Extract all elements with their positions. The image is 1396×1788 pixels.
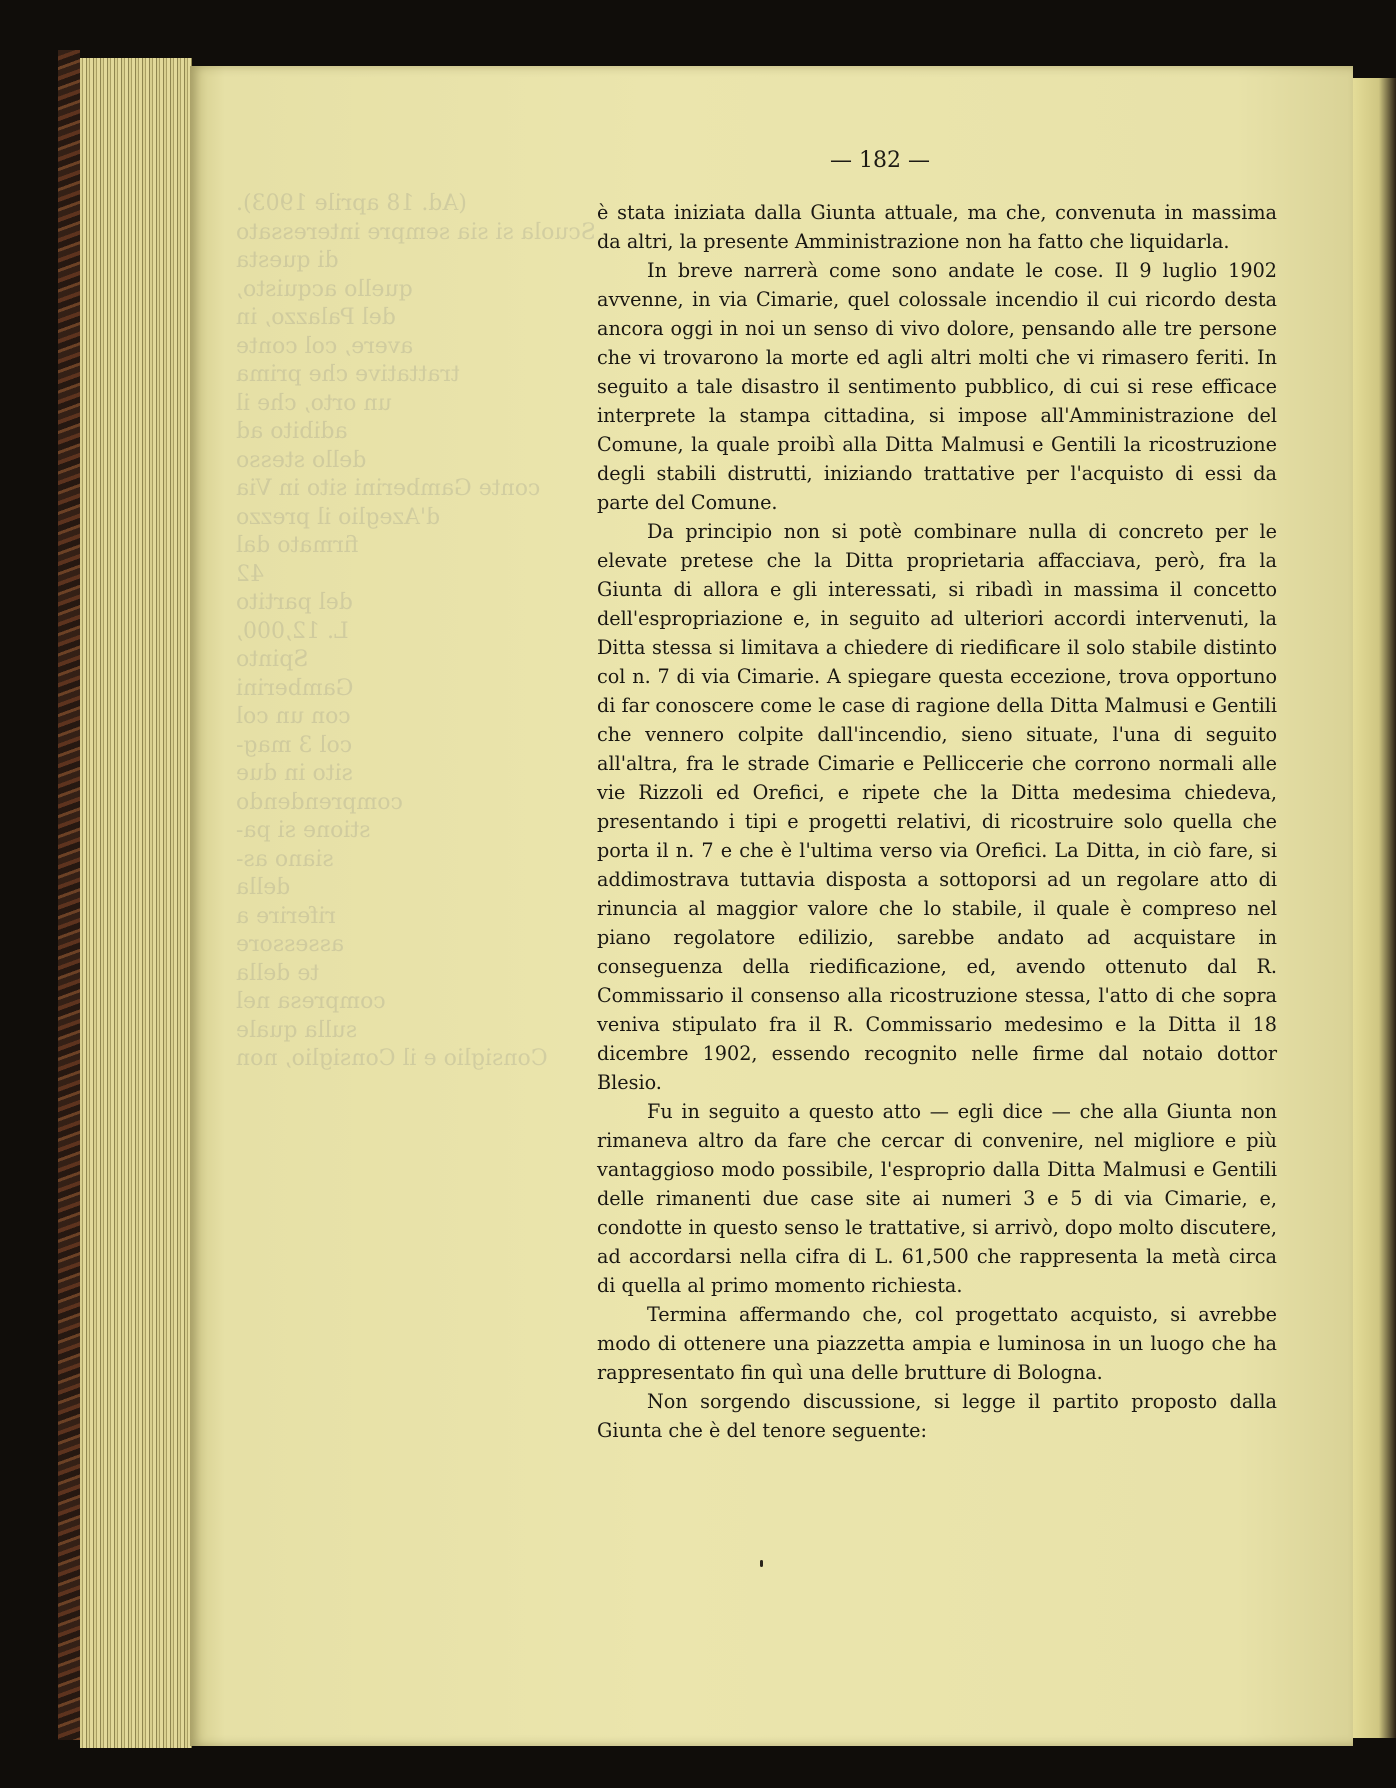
bleed-through-line: della bbox=[236, 875, 291, 900]
page-edges bbox=[80, 58, 192, 1748]
bleed-through-line: Consiglio e il Consiglio, non bbox=[236, 1046, 548, 1071]
bleed-through-line: un orto, che il bbox=[236, 390, 392, 416]
bleed-through-line: assessore bbox=[236, 932, 345, 957]
page-number: — 182 — bbox=[830, 148, 930, 173]
paragraph: Fu in seguito a questo atto — egli dice — che alla Giunta non rimaneva altro da fare che cercar di convenire, nel migliore e più vantaggioso modo possibile, l'esproprio dalla Ditta Malmusi e Gentili delle rimanenti due case site ai numeri 3 e 5 di via Cimarie, e, condotte in questo senso le trattative, si arrivò, dopo molto discutere, ad accordarsi nella cifra di L. 61,500 che rappresenta la metà circa di quella al primo momento richiesta. bbox=[597, 1100, 1277, 1297]
bleed-through-line: col 3 mag- bbox=[236, 732, 353, 758]
bleed-through-line: 42 bbox=[236, 561, 264, 587]
bleed-through-line: (Ad. 18 aprile 1903). bbox=[236, 191, 467, 216]
bleed-through-line: avere, col conte bbox=[236, 333, 414, 359]
bleed-through-line: del partito bbox=[236, 590, 353, 615]
bleed-through-line: Spinto bbox=[236, 647, 309, 672]
bleed-through-line: firmato dal bbox=[236, 533, 359, 558]
bleed-through-line: Gamberini bbox=[236, 675, 354, 701]
bleed-through-line: comprendendo bbox=[236, 789, 403, 815]
bleed-through-line: adibito ad bbox=[236, 419, 348, 444]
bleed-through-line: L. 12,000, bbox=[236, 618, 349, 644]
bleed-through-line: trattative che prima bbox=[236, 362, 460, 387]
bleed-through-line: stione si pa- bbox=[236, 818, 371, 843]
body-text bbox=[597, 198, 1277, 1445]
paragraph: Non sorgendo discussione, si legge il partito proposto dalla Giunta che è del tenore seguente: bbox=[597, 1390, 1277, 1442]
bleed-through-line: Scuola si sia sempre interessato di questa bbox=[236, 219, 596, 273]
paragraph: Da principio non si potè combinare nulla di concreto per le elevate pretese che la Ditta proprietaria affacciava, però, fra la Giunta di allora e gli interessati, si ribadì in massima il concetto dell'espropriazione e, in seguito ad ulteriori accordi intervenuti, la Ditta stessa si limitava a chiedere di riedificare il solo stabile distinto col n. 7 di via Cimarie. A spiegare questa eccezione, trova opportuno di far conoscere come le case di ragione della Ditta Malmusi e Gentili che vennero colpite dall'incendio, sieno situate, l'una di seguito all'altra, fra le strade Cimarie e Pelliccerie che corrono normali alle vie Rizzoli ed Orefici, e ripete che la Ditta medesima chiedeva, presentando i tipi e progetti relativi, di ricostruire solo quella che porta il n. 7 e che è l'ultima verso via Orefici. La Ditta, in ciò fare, si addimostrava tuttavia disposta a sottoporsi ad un regolare atto di rinuncia al maggior valore che lo stabile, il quale è compreso nel piano regolatore edilizio, sarebbe andato ad acquistare in conseguenza della riedificazione, ed, avendo ottenuto dal R. Commissario il consenso alla ricostruzione stessa, l'atto di che sopra veniva stipulato fra il R. Commissario medesimo e la Ditta il 18 dicembre 1902, essendo recognito nelle firme dal notaio dottor Blesio. bbox=[597, 520, 1277, 1094]
paragraph: In breve narrerà come sono andate le cose. Il 9 luglio 1902 avvenne, in via Cimarie, quel colossale incendio il cui ricordo desta ancora oggi in noi un senso di vivo dolore, pensando alle tre persone che vi trovarono la morte ed agli altri molti che vi rimasero feriti. In seguito a tale disastro il sentimento pubblico, di cui si rese efficace interprete la stampa cittadina, si impose all'Amministrazione del Comune, la quale proibì alla Ditta Malmusi e Gentili la ricostruzione degli stabili distrutti, iniziando trattative per l'acquisto di essi da parte del Comune. bbox=[597, 259, 1277, 514]
bleed-through-text bbox=[236, 190, 596, 1570]
bleed-through-line: sito in due bbox=[236, 761, 353, 786]
paragraph: Termina affermando che, col progettato acquisto, si avrebbe modo di ottenere una piazzetta ampia e luminosa in un luogo che ha rappresentato fin quì una delle brutture di Bologna. bbox=[597, 1303, 1277, 1384]
bleed-through-line: dello stesso bbox=[236, 447, 367, 473]
bleed-through-line: riferire a bbox=[236, 903, 336, 929]
bleed-through-line: quello acquisto, bbox=[236, 276, 413, 302]
right-page-edge bbox=[1353, 78, 1396, 1738]
bleed-through-line: con un col bbox=[236, 704, 351, 729]
bleed-through-line: siano as- bbox=[236, 846, 334, 872]
bleed-through-line: conte Gamberini sito in Via d'Azeglio il prezzo bbox=[236, 476, 541, 530]
bleed-through-line: sulla quale bbox=[236, 1017, 358, 1043]
bleed-through-line: te della bbox=[236, 960, 320, 986]
ink-speck bbox=[760, 1560, 763, 1567]
paragraph: è stata iniziata dalla Giunta attuale, ma che, convenuta in massima da altri, la presente Amministrazione non ha fatto che liquidarla. bbox=[597, 201, 1277, 253]
book-binding bbox=[58, 50, 80, 1740]
bleed-through-line: compresa nel bbox=[236, 989, 386, 1014]
bleed-through-line: del Palazzo, in bbox=[236, 305, 396, 330]
